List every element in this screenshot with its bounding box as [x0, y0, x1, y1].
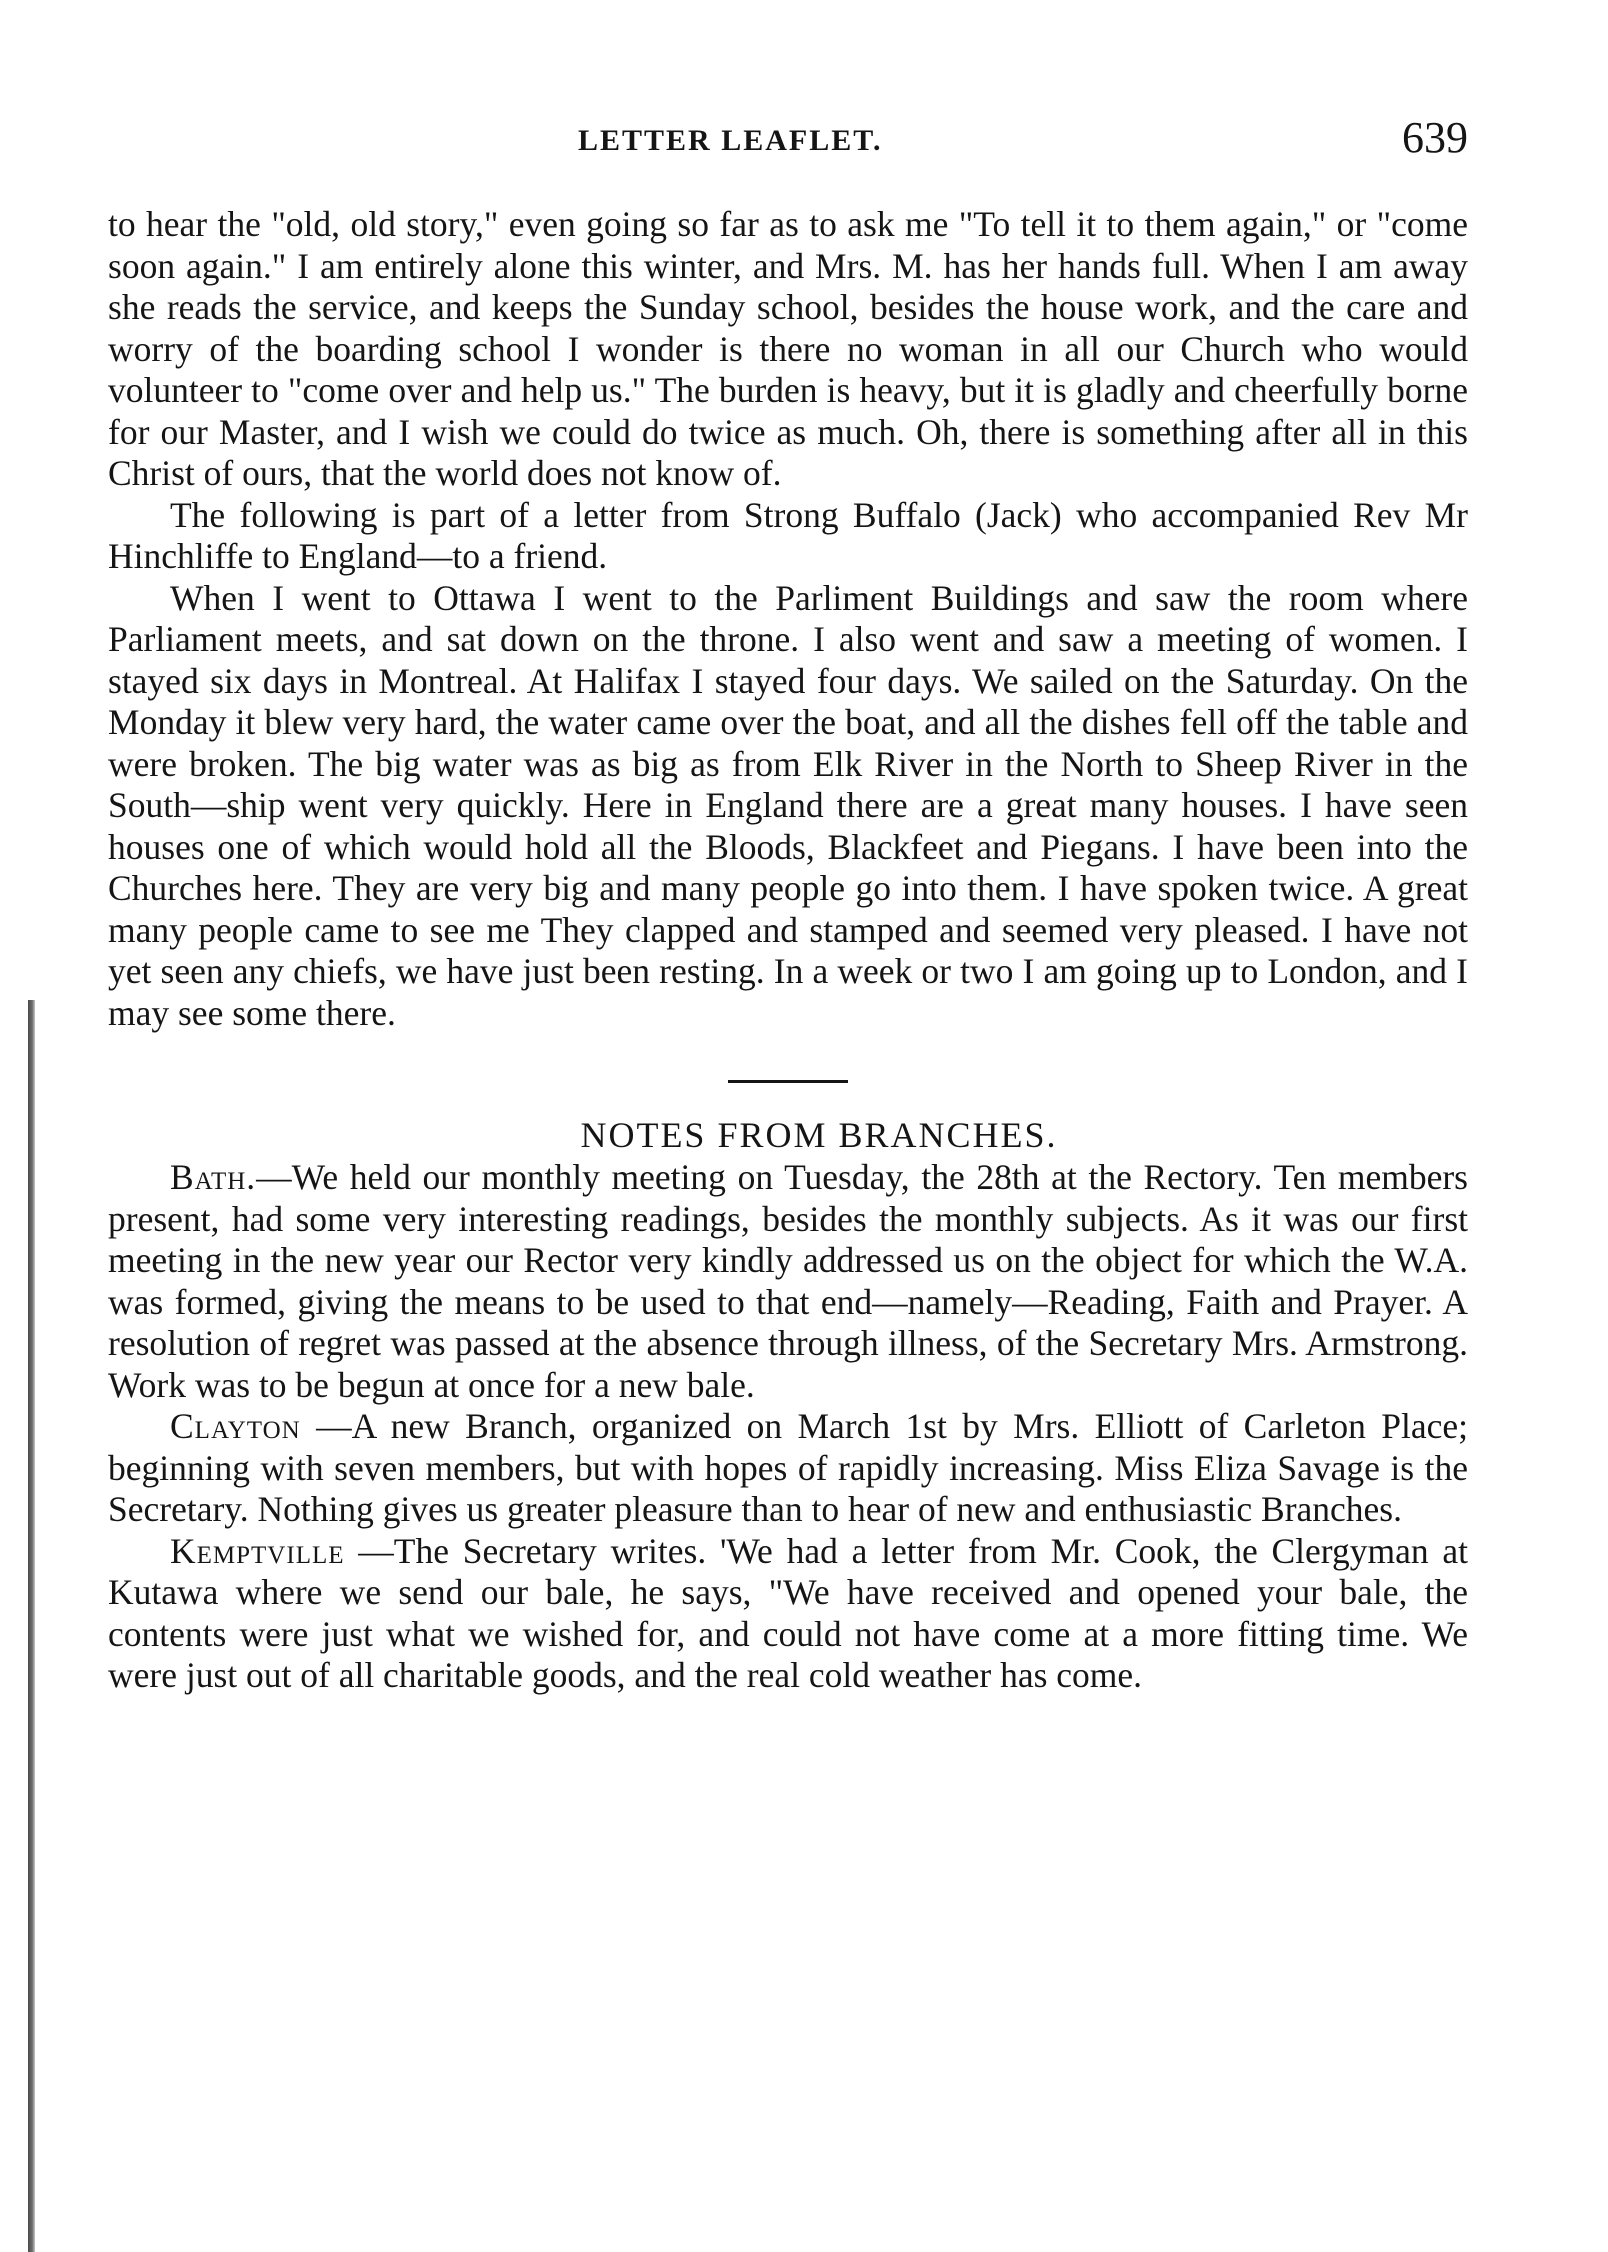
section-heading: NOTES FROM BRANCHES.	[580, 1115, 1058, 1155]
branch-name-kemptville: Kemptville	[170, 1530, 345, 1571]
page-header	[108, 112, 1468, 172]
letter-paragraph-3: When I went to Ottawa I went to the Parliment Buildings and saw the room where Parliament meets, and sat down on the throne. I also went and saw a meeting of women. I stayed six days in Montreal. At Halifax I stayed four days. We sailed on the Saturday. On the Monday it blew very hard, the water came over the boat, and all the dishes fell off the table and were broken. The big water was as big as from Elk River in the North to Sheep River in the South—ship went very quickly. Here in England there are a great many houses. I have seen houses one of which would hold all the Bloods, Blackfeet and Piegans. I have been into the Churches here. They are very big and many people go into them. I have spoken twice. A great many people came to see me They clapped and stamped and seemed very pleased. I have not yet seen any chiefs, we have just been resting. In a week or two I am going up to London, and I may see some there.	[108, 577, 1468, 1033]
branch-name-clayton: Clayton	[170, 1406, 301, 1446]
branch-name-bath: Bath.	[170, 1157, 257, 1197]
branch-note-bath	[108, 1157, 1468, 1406]
running-head: LETTER LEAFLET.	[578, 124, 883, 157]
section-divider	[728, 1080, 848, 1083]
body-text	[108, 204, 1468, 1697]
page-binding-edge	[28, 1000, 35, 2252]
branch-text-bath: —We held our monthly meeting on Tuesday, the 28th at the Rectory. Ten members present, had some very interesting readings, besides the monthly subjects. As it was our first meeting in the new year our Rector very kindly addressed us on the object for which the W.A. was formed, giving the means to be used to that end—namely—Reading, Faith and Prayer. A resolution of regret was passed at the absence through illness, of the Secretary Mrs. Armstrong. Work was to be begun at once for a new bale.	[108, 1157, 1468, 1405]
letter-paragraph-1: to hear the "old, old story," even going so far as to ask me "To tell it to them again," or "come soon again." I am entirely alone this winter, and Mrs. M. has her hands full. When I am away she reads the service, and keeps the Sunday school, besides the house work, and the care and worry of the boarding school I wonder is there no woman in all our Church who would volunteer to "come over and help us." The burden is heavy, but it is gladly and cheerfully borne for our Master, and I wish we could do twice as much. Oh, there is something after all in this Christ of ours, that the world does not know of.	[108, 204, 1468, 493]
branch-text-kemptville: —The Secretary writes. 'We had a letter from Mr. Cook, the Clergyman at Kutawa where we send our bale, he says, "We have received and opened your bale, the contents were just what we wished for, and could not have come at a more fitting time. We were just out of all charitable goods, and the real cold weather has come.	[108, 1530, 1468, 1695]
branch-note-clayton	[108, 1406, 1468, 1531]
letter-paragraph-2: The following is part of a letter from Strong Buffalo (Jack) who accompanied Rev Mr Hinchliffe to England—to a friend.	[108, 494, 1468, 576]
branch-note-kemptville	[108, 1531, 1468, 1697]
page-number: 639	[1402, 113, 1468, 162]
branch-text-clayton: —A new Branch, organized on March 1st by Mrs. Elliott of Carleton Place; beginning with seven members, but with hopes of rapidly increasing. Miss Eliza Savage is the Secretary. Nothing gives us greater pleasure than to hear of new and enthusiastic Branches.	[108, 1406, 1468, 1529]
